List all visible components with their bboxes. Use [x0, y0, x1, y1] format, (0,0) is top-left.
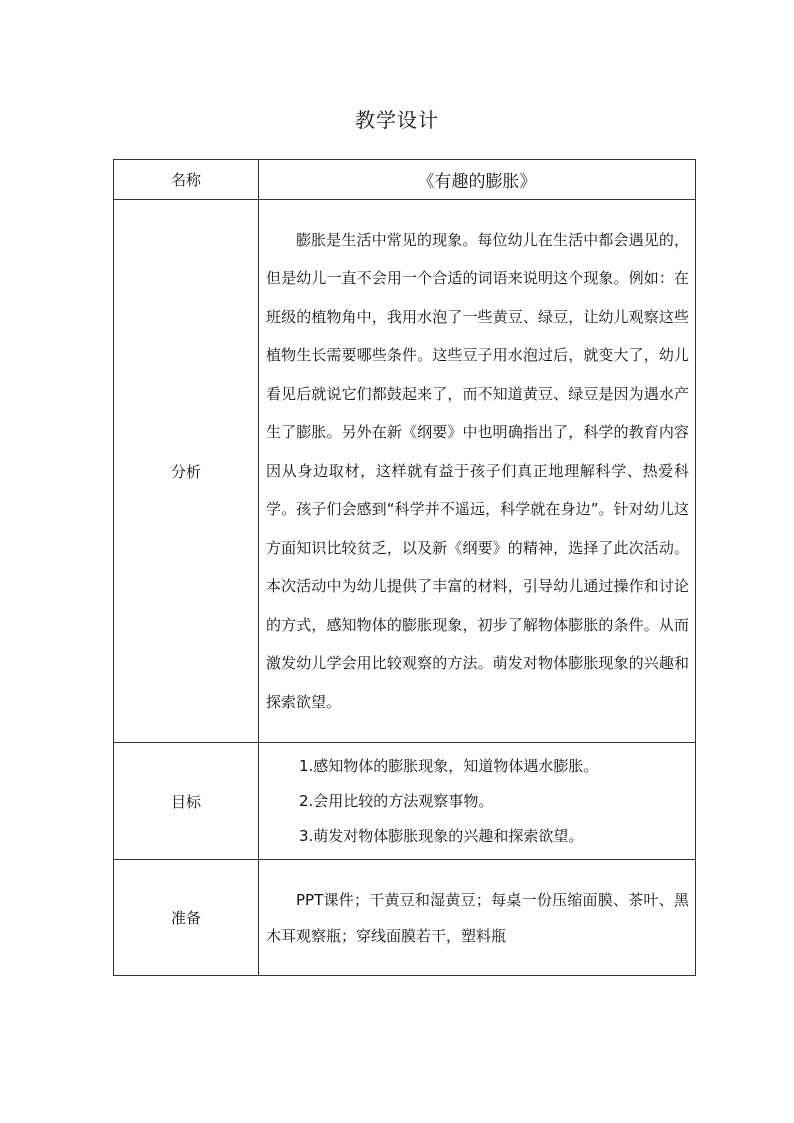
preparation-cell	[259, 860, 696, 976]
preparation-text: PPT课件；干黄豆和湿黄豆；每桌一份压缩面膜、茶叶、黑木耳观察瓶；穿线面膜若干，塑料瓶	[266, 890, 689, 945]
table-row-name	[114, 160, 696, 200]
preparation-label: 准备	[114, 860, 259, 976]
page-title: 教学设计	[355, 108, 439, 132]
goal-item: 1.感知物体的膨胀现象，知道物体遇水膨胀。	[299, 756, 599, 775]
analysis-text: 膨胀是生活中常见的现象。每位幼儿在生活中都会遇见的，但是幼儿一直不会用一个合适的词语来说明这个现象。例如：在班级的植物角中，我用水泡了一些黄豆、绿豆，让幼儿观察这些植物生长需要哪些条件。这些豆子用水泡过后，就变大了，幼儿看见后就说它们都鼓起来了，而不知道黄豆、绿豆是因为遇水产生了膨胀。另外在新《纲要》中也明确指出了，科学的教育内容因从身边取材，这样就有益于孩子们真正地理解科学、热爱科学。孩子们会感到“科学并不遥远，科学就在身边”。针对幼儿这方面知识比较贫乏，以及新《纲要》的精神，选择了此次活动。本次活动中为幼儿提供了丰富的材料，引导幼儿通过操作和讨论的方式，感知物体的膨胀现象，初步了解物体膨胀的条件。从而激发幼儿学会用比较观察的方法。萌发对物体膨胀现象的兴趣和探索欲望。	[266, 230, 689, 711]
goal-item: 2.会用比较的方法观察事物。	[299, 791, 494, 810]
analysis-cell	[259, 200, 696, 743]
analysis-label: 分析	[114, 200, 259, 743]
table-row-preparation	[114, 860, 696, 976]
goals-label: 目标	[114, 743, 259, 860]
goal-item: 3.萌发对物体膨胀现象的兴趣和探索欲望。	[299, 826, 584, 845]
name-value: 《有趣的膨胀》	[259, 160, 696, 200]
goals-cell	[259, 743, 696, 860]
table-row-analysis	[114, 200, 696, 743]
goals-list	[259, 749, 695, 854]
name-label: 名称	[114, 160, 259, 200]
table-row-goals	[114, 743, 696, 860]
lesson-plan-table	[113, 159, 696, 976]
